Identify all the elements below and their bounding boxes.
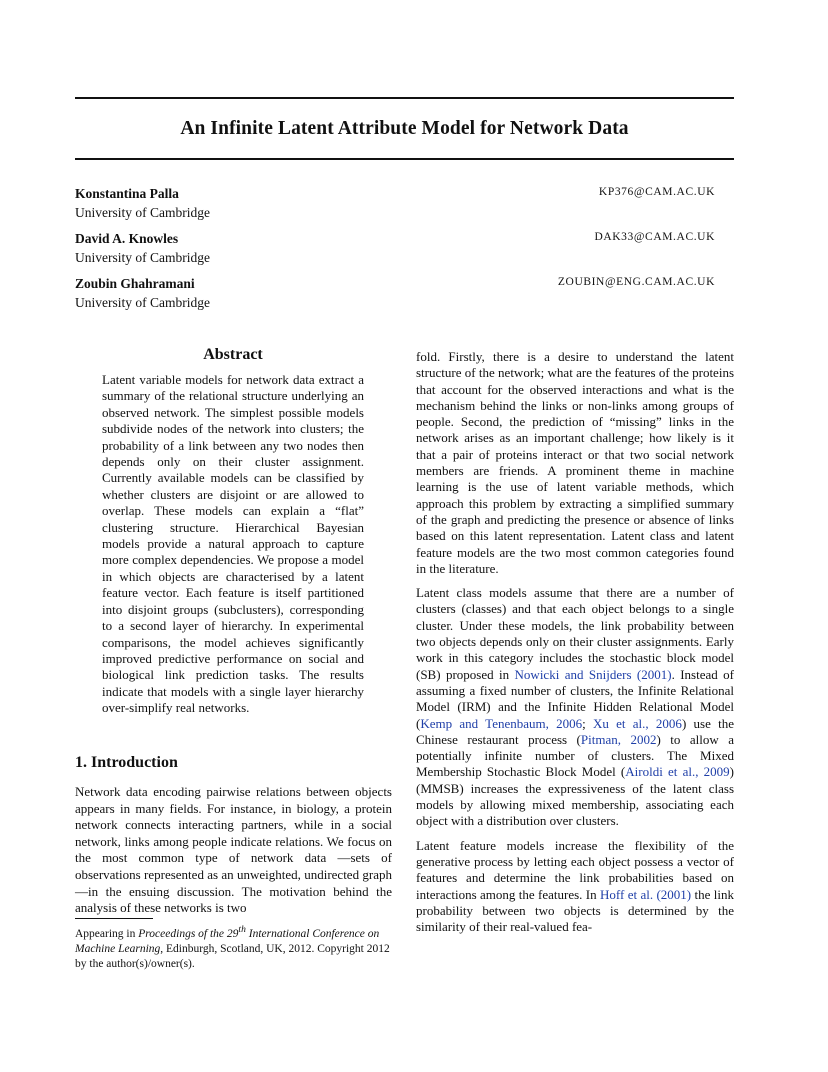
citation-link[interactable]: Kemp and Tenenbaum, 2006 xyxy=(420,715,583,731)
right-column xyxy=(416,349,734,943)
top-rule xyxy=(75,97,734,99)
title-bottom-rule xyxy=(75,158,734,160)
abstract-text: Latent variable models for network data extract a summary of the relational structure underlying an observed network. The simplest possible models subdivide nodes of the network into clusters; the probability of a link between any two nodes then depends only on their cluster assignment. Currently available models can be classified by whether clusters are disjoint or are allowed to overlap. These models can explain a “flat” clustering structure. Hierarchical Bayesian models provide a natural approach to capture more complex dependencies. We propose a model in which objects are characterised by a latent feature vector. Each feature is itself partitioned into disjoint groups (subclusters), corresponding to a second layer of hierarchy. In experimental comparisons, the model achieves significantly improved predictive performance on social and biological link prediction tasks. The results indicate that models with a single layer hierarchy over-simplify real networks. xyxy=(102,372,364,716)
author-email: ZOUBIN@ENG.CAM.AC.UK xyxy=(557,276,715,288)
author-name: Konstantina Palla xyxy=(75,186,179,201)
author-block-2 xyxy=(75,230,734,268)
citation-link[interactable]: Hoff et al. (2001) xyxy=(600,886,692,902)
footnote-prefix: Appearing in xyxy=(75,927,139,940)
author-affiliation: University of Cambridge xyxy=(75,250,210,265)
citation-link[interactable]: Xu et al., 2006 xyxy=(593,715,682,731)
section-heading-introduction: 1. Introduction xyxy=(75,754,178,771)
abstract-heading: Abstract xyxy=(203,346,263,363)
author-email: KP376@CAM.AC.UK xyxy=(598,186,715,198)
author-email: DAK33@CAM.AC.UK xyxy=(594,231,715,243)
paragraph: fold. Firstly, there is a desire to understand the latent structure of the network; what are the features of the proteins that account for the observed interactions and what is the mechanism behind the links or non-links among groups of people. Second, the prediction of “missing” links in the network arises as an important challenge; how likely is it that a pair of proteins interact or that two social network members are friends. A prominent theme in machine learning is the use of latent variable methods, which approach this problem by extracting a simplified summary of the graph and predicting the presence or absence of links based on this latent representation. Latent class and latent feature models are the two most common categories found in the literature. xyxy=(416,349,734,576)
author-affiliation: University of Cambridge xyxy=(75,295,210,310)
footnote-rule xyxy=(75,918,153,919)
author-block-1 xyxy=(75,185,734,223)
footnote-suffix: , Edinburgh, Scotland, UK, 2012. Copyright 2012 by the author(s)/owner(s). xyxy=(75,942,390,970)
paragraph: Latent feature models increase the flexibility of the generative process by letting each object possess a vector of features and determine the link probabilities based on interactions among the features. In Hoff et al. (2001) the link probability between two objects is determined by the similarity of their real-valued fea- xyxy=(416,837,734,935)
citation-link[interactable]: Pitman, 2002 xyxy=(580,731,657,747)
author-name: Zoubin Ghahramani xyxy=(75,276,195,291)
footnote-venue: Proceedings of the 29th International Conference on Machine Learning xyxy=(75,924,380,955)
author-affiliation: University of Cambridge xyxy=(75,205,210,220)
paper-title: An Infinite Latent Attribute Model for Network Data xyxy=(180,118,629,139)
citation-link[interactable]: Nowicki and Snijders (2001) xyxy=(514,666,672,682)
introduction-text: Network data encoding pairwise relations between objects appears in many fields. For instance, in biology, a protein network connects interacting partners, while in a social network, links among people indicate relations. We focus on the most common type of network data —sets of observations represented as an unweighted, undirected graph—in the ensuing discussion. The motivation behind the analysis of these networks is two xyxy=(75,784,392,916)
author-name: David A. Knowles xyxy=(75,231,179,246)
citation-link[interactable]: Airoldi et al., 2009 xyxy=(625,764,730,780)
paragraph: Latent class models assume that there are a number of clusters (classes) and that each object belongs to a single cluster. Under these models, the link probability between two objects depends only on their cluster assignments. Early work in this category includes the stochastic block model (SB) proposed in Nowicki and Snijders (2001). Instead of assuming a fixed number of clusters, the Infinite Relational Model (IRM) and the Infinite Hidden Relational Model (Kemp and Tenenbaum, 2006; Xu et al., 2006) use the Chinese restaurant process (Pitman, 2002) to allow a potentially infinite number of clusters. The Mixed Membership Stochastic Block Model (Airoldi et al., 2009) (MMSB) increases the expressiveness of the latent class models by allowing mixed membership, associating each object with a distribution over clusters. xyxy=(416,585,735,829)
author-block-3 xyxy=(75,275,734,313)
footnote xyxy=(75,922,395,972)
